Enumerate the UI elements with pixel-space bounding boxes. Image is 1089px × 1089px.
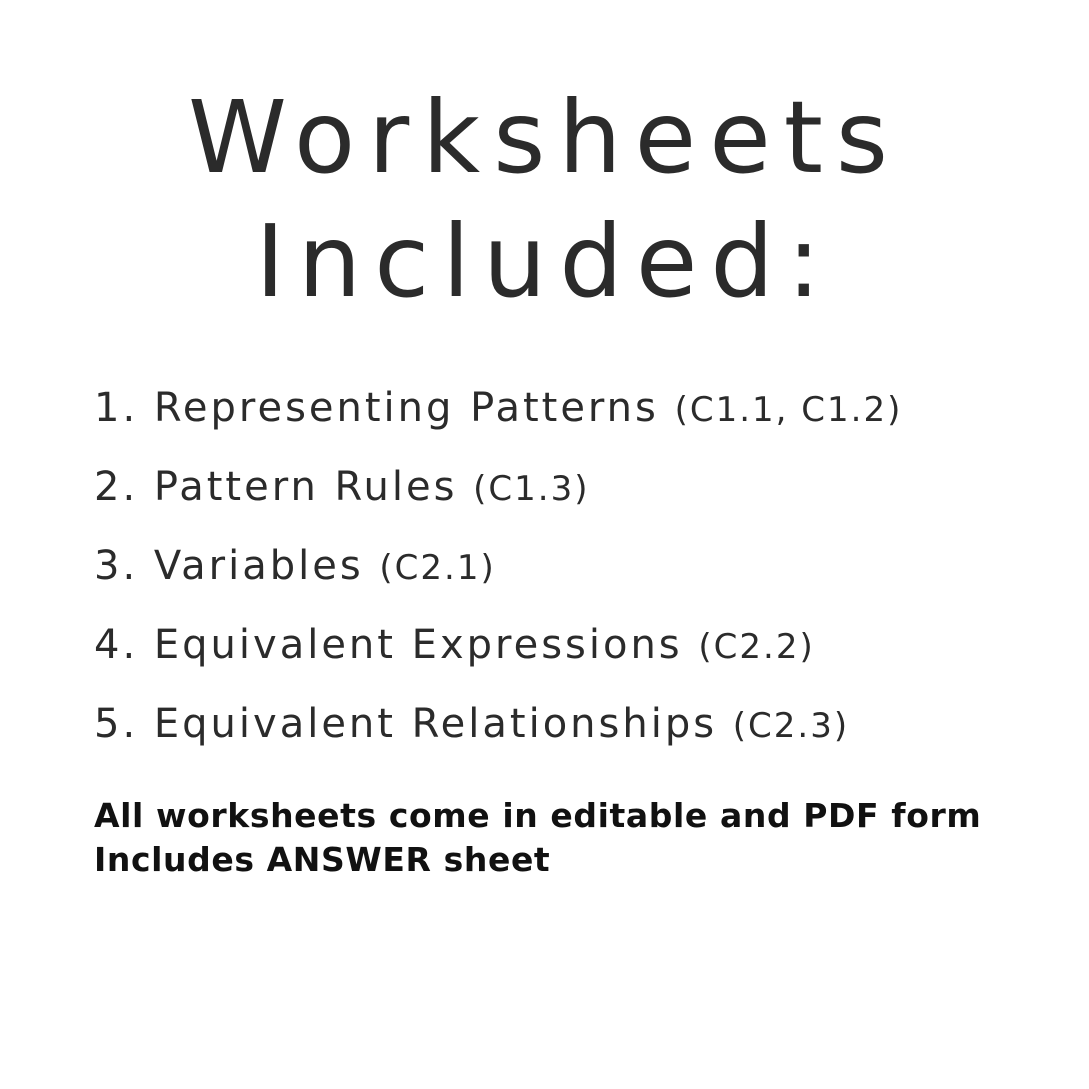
page-title-line-2: Included: [255, 203, 834, 320]
worksheet-name: Equivalent Relationships [153, 701, 718, 747]
worksheet-name: Equivalent Expressions [153, 622, 683, 668]
worksheet-list [94, 380, 902, 775]
worksheet-code: (C2.3) [732, 706, 850, 746]
answer-sheet-note: Includes ANSWER sheet [94, 840, 551, 879]
format-note: All worksheets come in editable and PDF form [94, 796, 982, 835]
worksheet-number: 4. [94, 622, 139, 668]
worksheet-item-4 [94, 617, 902, 696]
worksheet-number: 2. [94, 464, 139, 510]
worksheet-code: (C2.2) [698, 627, 815, 667]
footer-notes [94, 794, 981, 882]
worksheet-code: (C1.1, C1.2) [674, 390, 903, 430]
worksheet-item-1 [94, 380, 902, 459]
page-title-line-1: Worksheets [187, 79, 902, 196]
worksheet-item-3 [94, 538, 902, 617]
worksheet-name: Representing Patterns [153, 385, 659, 431]
worksheet-number: 3. [94, 543, 139, 589]
worksheet-number: 1. [94, 385, 139, 431]
worksheet-code: (C2.1) [379, 548, 496, 588]
worksheet-number: 5. [94, 701, 139, 747]
worksheet-code: (C1.3) [473, 469, 590, 509]
worksheet-name: Pattern Rules [153, 464, 458, 510]
worksheet-item-5 [94, 696, 902, 775]
worksheet-name: Variables [153, 543, 364, 589]
worksheet-item-2 [94, 459, 902, 538]
